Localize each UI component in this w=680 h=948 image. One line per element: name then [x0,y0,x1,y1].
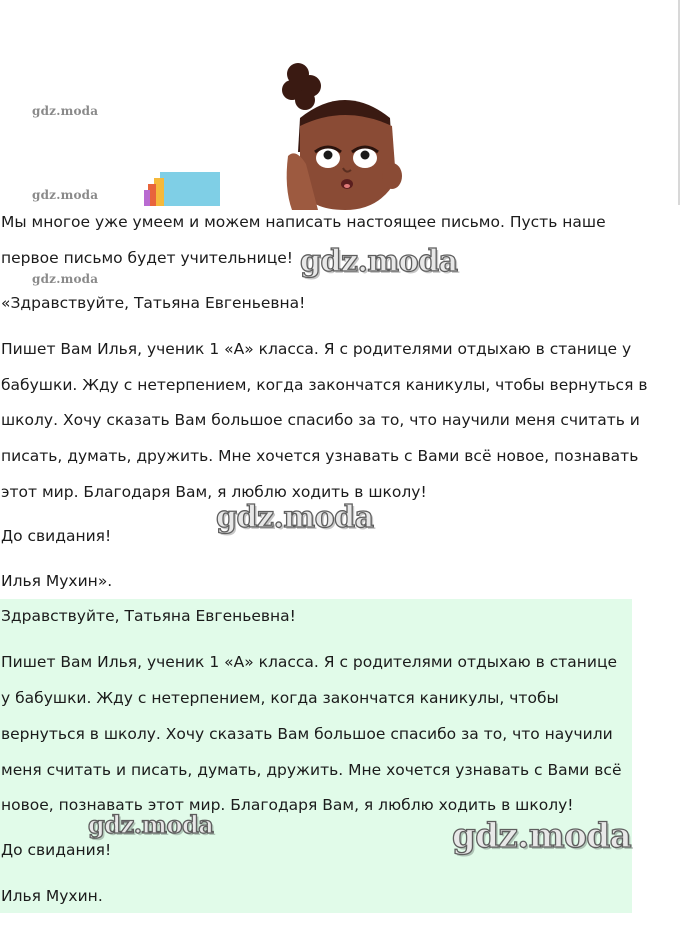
letter-body-line: школу. Хочу сказать Вам большое спасибо за то, что научили меня считать и [1,411,640,429]
answer-body-line: меня считать и писать, думать, дружить. Мне хочется узнавать с Вами всё [1,761,622,779]
letter-body-line: бабушки. Жду с нетерпением, когда закончатся каникулы, чтобы вернуться в [1,376,648,394]
watermark-small: gdz.moda [32,188,99,202]
letter-body-line: Пишет Вам Илья, ученик 1 «А» класса. Я с родителями отдыхаю в станице у [1,340,632,358]
watermark-large: gdz.moda [216,500,374,535]
letter-signature: Илья Мухин». [1,572,113,590]
watermark-small: gdz.moda [32,104,99,118]
letter-body-line: этот мир. Благодаря Вам, я люблю ходить в школу! [1,483,427,501]
answer-body-line: новое, познавать этот мир. Благодаря Вам, я люблю ходить в школу! [1,796,574,814]
watermark-large: gdz.moda [300,244,458,279]
answer-body-line: вернуться в школу. Хочу сказать Вам большое спасибо за то, что научили [1,725,613,743]
letter-greeting: «Здравствуйте, Татьяна Евгеньевна! [1,294,306,312]
intro-text-line: первое письмо будет учительнице! [1,249,294,267]
watermark-large: gdz.moda [452,816,632,856]
answer-body-line: у бабушки. Жду с нетерпением, когда закончатся каникулы, чтобы [1,689,559,707]
intro-text-line: Мы многое уже умеем и можем написать настоящее письмо. Пусть наше [1,213,606,231]
girl-face-illustration [140,60,410,210]
watermark-large: gdz.moda [88,810,214,839]
answer-greeting: Здравствуйте, Татьяна Евгеньевна! [1,607,296,625]
letter-farewell: До свидания! [1,527,112,545]
watermark-small: gdz.moda [32,272,99,286]
letter-body-line: писать, думать, дружить. Мне хочется узнавать с Вами всё новое, познавать [1,447,639,465]
book-icon [144,172,220,206]
answer-signature: Илья Мухин. [1,887,103,905]
answer-farewell: До свидания! [1,841,112,859]
answer-body-line: Пишет Вам Илья, ученик 1 «А» класса. Я с родителями отдыхаю в станице [1,653,618,671]
